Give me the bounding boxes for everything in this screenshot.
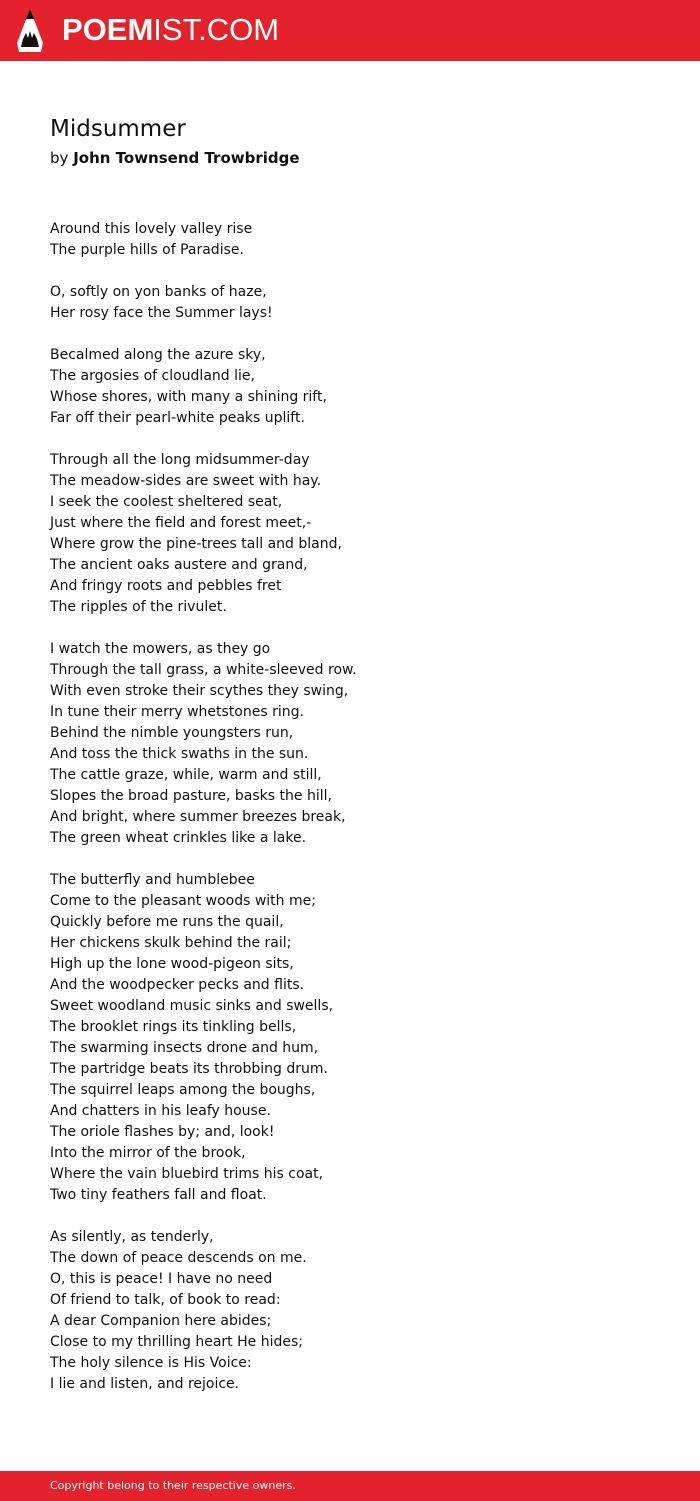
poem-line: High up the lone wood-pigeon sits, — [50, 956, 294, 972]
poem-line: And chatters in his leafy house. — [50, 1103, 271, 1119]
poem-line: The oriole flashes by; and, look! — [50, 1124, 275, 1140]
stanza — [50, 870, 650, 1206]
poem-line: I lie and listen, and rejoice. — [50, 1376, 240, 1392]
poem-line: Her chickens skulk behind the rail; — [50, 935, 292, 951]
poem-line: Through all the long midsummer-day — [50, 452, 310, 468]
poem-line: And the woodpecker pecks and flits. — [50, 977, 305, 993]
poem-line: The brooklet rings its tinkling bells, — [50, 1019, 297, 1035]
stanza — [50, 345, 650, 429]
poem-line: I seek the coolest sheltered seat, — [50, 494, 283, 510]
poem-line: I watch the mowers, as they go — [50, 641, 271, 657]
poem-line: The butterfly and humblebee — [50, 872, 255, 888]
poem-line: The squirrel leaps among the boughs, — [50, 1082, 316, 1098]
poem-line: And fringy roots and pebbles fret — [50, 578, 282, 594]
header-bar — [0, 0, 700, 61]
poem-line: The green wheat crinkles like a lake. — [50, 830, 307, 846]
poem-line: Through the tall grass, a white-sleeved row. — [50, 662, 357, 678]
stanza — [50, 1227, 650, 1395]
brand-light: IST.COM — [153, 12, 280, 47]
poem-line: Where grow the pine-trees tall and bland, — [50, 536, 342, 552]
poem-line: Where the vain bluebird trims his coat, — [50, 1166, 324, 1182]
poem-line: As silently, as tenderly, — [50, 1229, 214, 1245]
poem-line: And toss the thick swaths in the sun. — [50, 746, 309, 762]
poem-line: The meadow-sides are sweet with hay. — [50, 473, 322, 489]
poem-line: Two tiny feathers fall and float. — [50, 1187, 267, 1203]
by-prefix: by — [50, 149, 69, 167]
brand-bold: POEM — [62, 12, 154, 47]
poem-line: Into the mirror of the brook, — [50, 1145, 246, 1161]
stanza — [50, 219, 650, 261]
footer-bar — [0, 1471, 700, 1501]
poem-title: Midsummer — [50, 116, 186, 142]
poem-line: The ripples of the rivulet. — [50, 599, 227, 615]
poem-line: The argosies of cloudland lie, — [50, 368, 255, 384]
site-logo[interactable] — [62, 12, 279, 48]
byline — [50, 149, 300, 167]
pencil-tip-icon[interactable] — [17, 9, 43, 52]
poem-line: The purple hills of Paradise. — [50, 242, 244, 258]
poem-line: The holy silence is His Voice: — [50, 1355, 252, 1371]
poem-line: Becalmed along the azure sky, — [50, 347, 266, 363]
poem-body — [50, 219, 650, 1416]
copyright-text: Copyright belong to their respective owners. — [50, 1479, 296, 1492]
poem-line: Just where the field and forest meet,- — [50, 515, 312, 531]
poem-line: Sweet woodland music sinks and swells, — [50, 998, 334, 1014]
poem-line: Slopes the broad pasture, basks the hill, — [50, 788, 332, 804]
poem-line: O, softly on yon banks of haze, — [50, 284, 267, 300]
poem-line: O, this is peace! I have no need — [50, 1271, 273, 1287]
poem-line: And bright, where summer breezes break, — [50, 809, 346, 825]
stanza — [50, 639, 650, 849]
poem-line: Close to my thrilling heart He hides; — [50, 1334, 303, 1350]
poem-line: The down of peace descends on me. — [50, 1250, 307, 1266]
poem-line: The swarming insects drone and hum, — [50, 1040, 319, 1056]
poem-line: Come to the pleasant woods with me; — [50, 893, 316, 909]
poem-line: Around this lovely valley rise — [50, 221, 253, 237]
poem-line: Whose shores, with many a shining rift, — [50, 389, 327, 405]
poem-line: The partridge beats its throbbing drum. — [50, 1061, 328, 1077]
poem-line: Behind the nimble youngsters run, — [50, 725, 294, 741]
poem-line: The ancient oaks austere and grand, — [50, 557, 308, 573]
stanza — [50, 282, 650, 324]
poem-line: Far off their pearl-white peaks uplift. — [50, 410, 305, 426]
poem-line: With even stroke their scythes they swing, — [50, 683, 349, 699]
poem-line: Her rosy face the Summer lays! — [50, 305, 273, 321]
poem-line: In tune their merry whetstones ring. — [50, 704, 304, 720]
stanza — [50, 450, 650, 618]
poem-line: Quickly before me runs the quail, — [50, 914, 284, 930]
poem-line: A dear Companion here abides; — [50, 1313, 272, 1329]
poem-line: The cattle graze, while, warm and still, — [50, 767, 322, 783]
author-name[interactable]: John Townsend Trowbridge — [73, 149, 300, 167]
poem-line: Of friend to talk, of book to read: — [50, 1292, 281, 1308]
